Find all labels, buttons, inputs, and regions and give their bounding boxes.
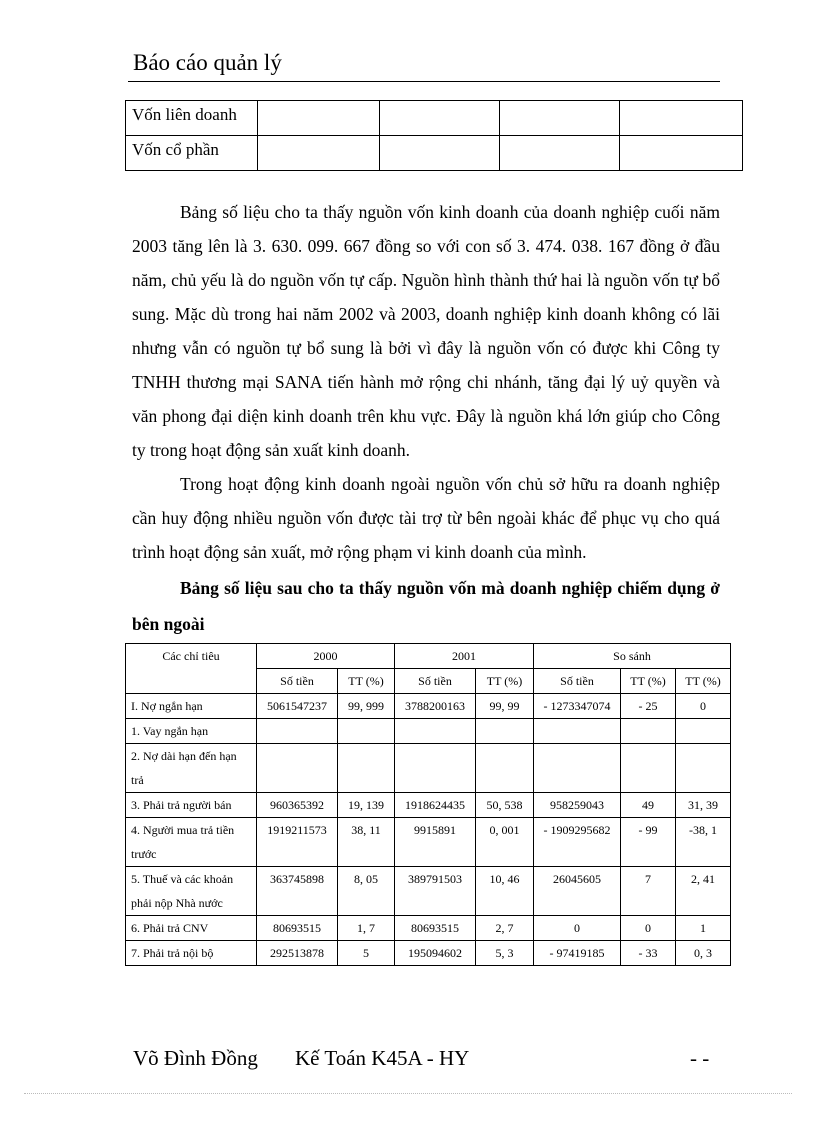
table-cell: - 1273347074 — [534, 694, 621, 719]
row-label: I. Nợ ngắn hạn — [126, 694, 257, 719]
table-cell: 10, 46 — [476, 867, 534, 916]
table-cell — [621, 719, 676, 744]
column-header: So sánh — [534, 644, 731, 669]
table-cell: 1919211573 — [257, 818, 338, 867]
table-cell — [621, 744, 676, 793]
table-cell: 5, 3 — [476, 941, 534, 966]
table-cell: 80693515 — [395, 916, 476, 941]
table-cell: 0 — [534, 916, 621, 941]
table-cell — [534, 744, 621, 793]
page-bottom-rule — [24, 1093, 792, 1094]
column-header: TT (%) — [621, 669, 676, 694]
column-header: Các chỉ tiêu — [126, 644, 257, 694]
table-row — [126, 818, 731, 867]
table-row — [126, 793, 731, 818]
table-cell: - 25 — [621, 694, 676, 719]
table-header-row — [126, 644, 731, 669]
table-cell: 3788200163 — [395, 694, 476, 719]
table-cell — [395, 719, 476, 744]
table-cell: 19, 139 — [338, 793, 395, 818]
row-label: 6. Phải trả CNV — [126, 916, 257, 941]
paragraph: Trong hoạt động kinh doanh ngoài nguồn vốn chủ sở hữu ra doanh nghiệp cần huy động nhiều nguồn vốn được tài trợ từ bên ngoài khác để phục vụ cho quá trình hoạt động sản xuất, mở rộng phạm vi kinh doanh của mình. — [132, 474, 720, 562]
body-text — [132, 195, 720, 569]
table-cell: 38, 11 — [338, 818, 395, 867]
table-cell: 9915891 — [395, 818, 476, 867]
table-cell: 31, 39 — [676, 793, 731, 818]
table-cell — [476, 744, 534, 793]
table-row — [126, 916, 731, 941]
row-label: 2. Nợ dài hạn đến hạn trả — [126, 744, 257, 793]
row-label: Vốn cổ phần — [126, 136, 258, 171]
footer-page: - - — [690, 1046, 710, 1070]
table-cell — [476, 719, 534, 744]
table-cell — [257, 719, 338, 744]
table-cell: - 33 — [621, 941, 676, 966]
table-cell: 8, 05 — [338, 867, 395, 916]
table-cell: 0 — [621, 916, 676, 941]
column-header: Số tiền — [257, 669, 338, 694]
column-header: Số tiền — [534, 669, 621, 694]
table-cell: 1 — [676, 916, 731, 941]
table-cell: - 97419185 — [534, 941, 621, 966]
table-cell: 1, 7 — [338, 916, 395, 941]
footer-author: Võ Đình Đồng — [133, 1046, 258, 1070]
capital-table — [125, 100, 743, 171]
table-row — [126, 694, 731, 719]
footer-class: Kế Toán K45A - HY — [295, 1046, 470, 1070]
column-header: 2001 — [395, 644, 534, 669]
table-cell: 363745898 — [257, 867, 338, 916]
column-header: Số tiền — [395, 669, 476, 694]
table-cell: 389791503 — [395, 867, 476, 916]
table-cell: 5 — [338, 941, 395, 966]
table-cell: 5061547237 — [257, 694, 338, 719]
table-cell: 50, 538 — [476, 793, 534, 818]
row-label: 4. Người mua trả tiền trước — [126, 818, 257, 867]
table-row — [126, 941, 731, 966]
table-row — [126, 719, 731, 744]
table-row — [126, 136, 743, 171]
table-cell: 26045605 — [534, 867, 621, 916]
table-row — [126, 867, 731, 916]
row-label: 1. Vay ngắn hạn — [126, 719, 257, 744]
table-cell — [676, 744, 731, 793]
table-cell: 1918624435 — [395, 793, 476, 818]
table-cell: 195094602 — [395, 941, 476, 966]
table-cell: 99, 99 — [476, 694, 534, 719]
row-label: 7. Phải trả nội bộ — [126, 941, 257, 966]
table-cell: 0, 001 — [476, 818, 534, 867]
table-cell: 2, 41 — [676, 867, 731, 916]
table-cell — [534, 719, 621, 744]
section-title: Bảng số liệu sau cho ta thấy nguồn vốn mà doanh nghiệp chiếm dụng ở bên ngoài — [132, 578, 720, 634]
table-cell: 80693515 — [257, 916, 338, 941]
table-cell — [676, 719, 731, 744]
row-label: 3. Phải trả người bán — [126, 793, 257, 818]
table-cell: 960365392 — [257, 793, 338, 818]
table-row — [126, 744, 731, 793]
paragraph: Bảng số liệu cho ta thấy nguồn vốn kinh doanh của doanh nghiệp cuối năm 2003 tăng lên là 3. 630. 099. 667 đồng so với con số 3. 474. 038. 167 đồng ở đầu năm, chủ yếu là do nguồn vốn tự cấp. Nguồn hình thành thứ hai là nguồn vốn tự bổ sung. Mặc dù trong hai năm 2002 và 2003, doanh nghiệp kinh doanh không có lãi nhưng vẫn có nguồn tự bổ sung là bởi vì đây là nguồn vốn có được khi Công ty TNHH thương mại SANA tiến hành mở rộng chi nhánh, tăng đại lý uỷ quyền và văn phong đại diện kinh doanh trên khu vực. Đây là nguồn khá lớn giúp cho Công ty trong hoạt động sản xuất kinh doanh. — [132, 202, 720, 460]
table-cell: 2, 7 — [476, 916, 534, 941]
column-header: TT (%) — [338, 669, 395, 694]
table-cell — [338, 719, 395, 744]
table-cell: 292513878 — [257, 941, 338, 966]
table-cell: 0 — [676, 694, 731, 719]
row-label: 5. Thuế và các khoản phải nộp Nhà nước — [126, 867, 257, 916]
column-header: TT (%) — [476, 669, 534, 694]
header-rule — [128, 81, 720, 82]
table-cell: 7 — [621, 867, 676, 916]
column-header: 2000 — [257, 644, 395, 669]
table-row — [126, 101, 743, 136]
table-cell — [257, 744, 338, 793]
row-label: Vốn liên doanh — [126, 101, 258, 136]
table-cell: 49 — [621, 793, 676, 818]
table-cell: 958259043 — [534, 793, 621, 818]
table-cell: - 99 — [621, 818, 676, 867]
page-header-title: Báo cáo quản lý — [133, 50, 282, 75]
table-cell — [338, 744, 395, 793]
table-cell: - 1909295682 — [534, 818, 621, 867]
column-header: TT (%) — [676, 669, 731, 694]
liabilities-table — [125, 643, 731, 966]
table-cell: -38, 1 — [676, 818, 731, 867]
table-cell — [395, 744, 476, 793]
table-cell: 0, 3 — [676, 941, 731, 966]
table-cell: 99, 999 — [338, 694, 395, 719]
